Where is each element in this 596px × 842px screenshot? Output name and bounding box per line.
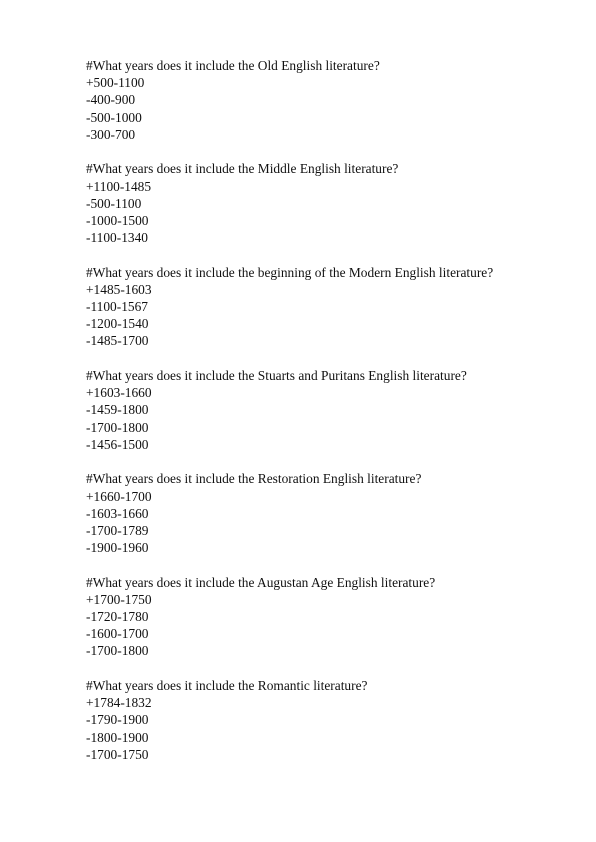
question-block (86, 264, 566, 350)
answer-option: -1200-1540 (86, 316, 149, 332)
question-text: #What years does it include the Augustan Age English literature? (86, 574, 436, 590)
answer-option: -1100-1340 (86, 230, 148, 246)
answer-option: +500-1100 (86, 75, 145, 91)
question-block (86, 367, 566, 453)
question-block (86, 57, 566, 143)
quiz-content (86, 57, 566, 780)
answer-option: -1900-1960 (86, 540, 149, 556)
answer-option: +1700-1750 (86, 591, 152, 607)
answer-option: -1600-1700 (86, 626, 149, 642)
answer-option: -500-1000 (86, 109, 142, 125)
question-text: #What years does it include the beginning of the Modern English literature? (86, 264, 494, 280)
answer-option: -1720-1780 (86, 609, 149, 625)
answer-option: -300-700 (86, 126, 136, 142)
answer-option: -1456-1500 (86, 436, 149, 452)
answer-option: -400-900 (86, 92, 136, 108)
question-text: #What years does it include the Old English literature? (86, 58, 380, 73)
answer-option: -1459-1800 (86, 402, 149, 418)
answer-option: -500-1100 (86, 195, 142, 211)
question-block (86, 574, 566, 660)
question-text: #What years does it include the Romantic literature? (86, 677, 368, 693)
question-block (86, 160, 566, 246)
question-text: #What years does it include the Stuarts and Puritans English literature? (86, 367, 467, 383)
answer-option: -1700-1800 (86, 643, 149, 659)
answer-option: +1660-1700 (86, 488, 152, 504)
answer-option: -1700-1750 (86, 746, 149, 762)
answer-option: -1800-1900 (86, 729, 149, 745)
answer-option: +1100-1485 (86, 178, 152, 194)
answer-option: +1485-1603 (86, 281, 152, 297)
answer-option: -1000-1500 (86, 212, 149, 228)
question-block (86, 677, 566, 763)
answer-option: -1700-1800 (86, 419, 149, 435)
answer-option: +1784-1832 (86, 695, 152, 711)
answer-option: -1485-1700 (86, 333, 149, 349)
question-text: #What years does it include the Restoration English literature? (86, 471, 422, 487)
question-block (86, 470, 566, 556)
answer-option: +1603-1660 (86, 385, 152, 401)
answer-option: -1700-1789 (86, 522, 149, 538)
answer-option: -1100-1567 (86, 299, 148, 315)
answer-option: -1790-1900 (86, 712, 149, 728)
question-text: #What years does it include the Middle English literature? (86, 161, 399, 177)
answer-option: -1603-1660 (86, 505, 149, 521)
